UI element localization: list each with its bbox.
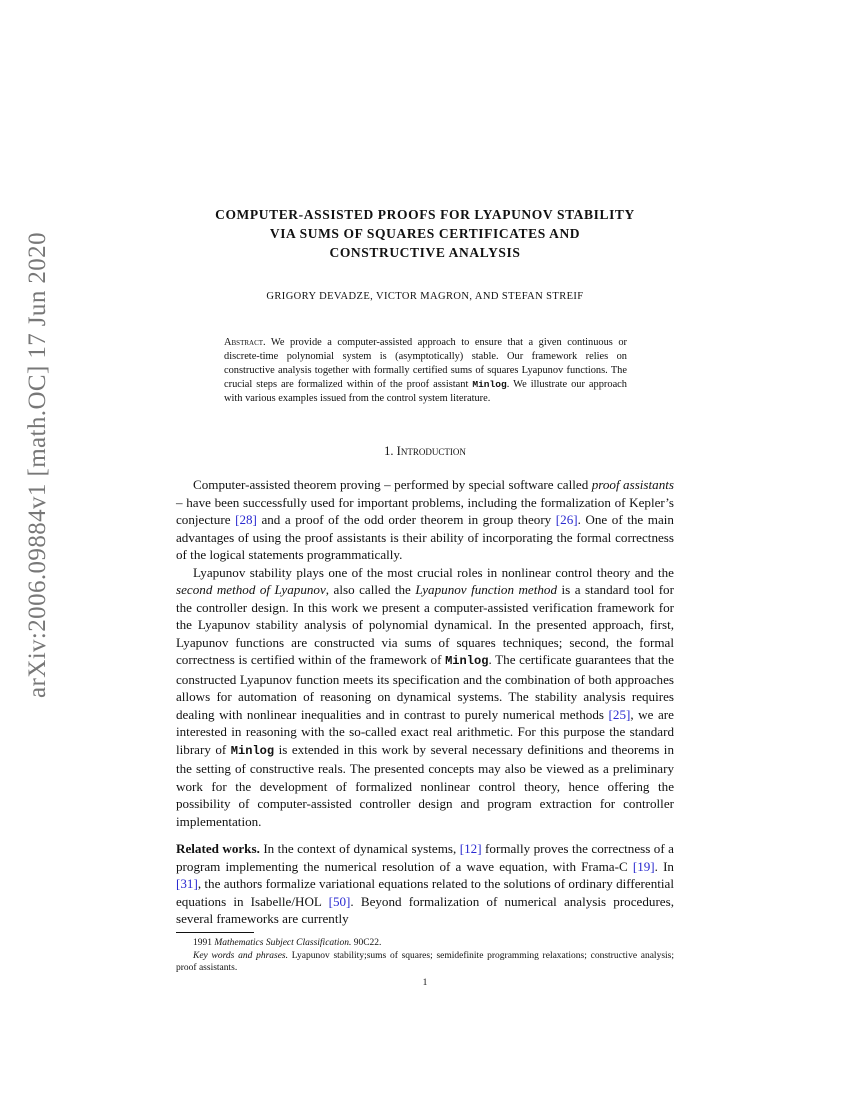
title-line: VIA SUMS OF SQUARES CERTIFICATES AND [269, 226, 581, 241]
abstract-text: We provide a computer-assisted approach to ensure that a given continuous or discrete-time polynomial system is (asymptotically) stable. Our framework relies on constructive analysis together with formally certified sums of squares Lyapunov functions. The crucial steps are formalized within of the proof assistant [224, 336, 627, 391]
emphasized-term: second method of Lyapunov [176, 582, 326, 598]
arxiv-identifier-stamp [14, 232, 62, 698]
emphasized-term: Lyapunov function method [415, 582, 558, 598]
title-line: COMPUTER-ASSISTED PROOFS FOR LYAPUNOV STABILITY [215, 207, 635, 222]
paragraph-text: . In [654, 858, 674, 874]
paragraph-text: , also called the [325, 582, 411, 598]
title-line: CONSTRUCTIVE ANALYSIS [329, 245, 521, 260]
author-list: GRIGORY DEVADZE, VICTOR MAGRON, AND STEFAN STREIF [266, 291, 584, 302]
keywords-footnote [176, 950, 674, 975]
section-title: Introduction [396, 443, 466, 458]
paper-title [176, 205, 674, 262]
paper-page [176, 205, 674, 928]
paragraph-text: . Beyond formalization of numerical analysis procedures, several frameworks are currently [176, 893, 674, 927]
related-works-paragraph [176, 840, 674, 928]
abstract-label: Abstract. [224, 336, 266, 348]
paragraph-text: is extended in this work by several necessary definitions and theorems in the setting of constructive reals. The presented concepts may also be viewed as a preliminary work for the development of formalized nonlinear control theory, hence offering the possibility of computer-assisted controller design and program extraction for controller implementation. [176, 741, 674, 829]
abstract-text: . We illustrate our approach with various examples issued from the control system literature. [224, 379, 627, 405]
minlog-name: Minlog [472, 379, 507, 391]
emphasized-term: proof assistants [591, 477, 674, 493]
citation-link-25[interactable]: [25] [608, 706, 631, 722]
paragraph-text: . One of the main advantages of using the proof assistants is their ability of incorporating the formal correctness of the logical statements programmatically. [176, 512, 674, 563]
footnote-rule [176, 932, 254, 933]
citation-link-28[interactable]: [28] [235, 512, 257, 528]
related-works-heading: Related works. [176, 841, 260, 857]
section-number: 1. [384, 443, 394, 458]
arxiv-id-text: arXiv:2006.09884v1 [math.OC] 17 Jun 2020 [24, 232, 51, 698]
paragraph-text: Computer-assisted theorem proving – performed by special software called [193, 477, 589, 493]
msc-value: 90C22. [353, 938, 382, 948]
paragraph-text: . The certificate guarantees that the constructed Lyapunov function meets its specification and the combination of both approaches allows for automation of reasoning on dynamical systems. The stability analysis requires dealing with nonlinear inequalities and in contrast to purely numerical methods [176, 652, 674, 722]
intro-paragraph-2 [176, 564, 674, 831]
abstract [224, 336, 627, 407]
paragraph-text: , we are interested in reasoning with the so-called exact real arithmetic. For this purpose the standard library of [176, 706, 674, 757]
paragraph-text: formally proves the correctness of a program implementing the numerical resolution of a wave equation, with Frama-C [176, 841, 674, 874]
section-heading [176, 443, 674, 461]
keywords-value: Lyapunov stability;sums of squares; semidefinite programming relaxations; constructive analysis; proof assistants. [176, 950, 674, 973]
paragraph-text: , the authors formalize variational equations related to the solutions of ordinary differential equations in Isabelle/HOL [176, 876, 674, 909]
paragraph-text: and a proof of the odd order theorem in group theory [261, 512, 552, 528]
citation-link-26[interactable]: [26] [555, 512, 578, 528]
paragraph-text: Lyapunov stability plays one of the most crucial roles in nonlinear control theory and the [193, 564, 674, 580]
page-number: 1 [422, 978, 428, 988]
paragraph-text: is a standard tool for the controller design. In this work we present a computer-assisted verification framework for the Lyapunov stability analysis of polynomial dynamical. In the presented approach, first, Lyapunov functions are constructed via sums of squares techniques; second, the formal correctness is certified within of the framework of [176, 582, 674, 668]
minlog-name: Minlog [445, 654, 489, 669]
keywords-label: Key words and phrases. [193, 950, 288, 961]
intro-paragraph-1 [176, 476, 674, 564]
paragraph-text: – have been successfully used for important problems, including the formalization of Kepler’s conjecture [176, 494, 674, 528]
msc-year: 1991 [193, 938, 212, 948]
msc-label: Mathematics Subject Classification. [214, 938, 352, 948]
citation-link-12[interactable]: [12] [459, 841, 482, 857]
citation-link-31[interactable]: [31] [176, 876, 198, 892]
footnotes [176, 937, 674, 975]
msc-footnote [176, 937, 674, 950]
citation-link-19[interactable]: [19] [632, 858, 655, 874]
minlog-name: Minlog [230, 743, 275, 758]
paragraph-text: In the context of dynamical systems, [263, 841, 457, 857]
citation-link-50[interactable]: [50] [328, 893, 351, 909]
